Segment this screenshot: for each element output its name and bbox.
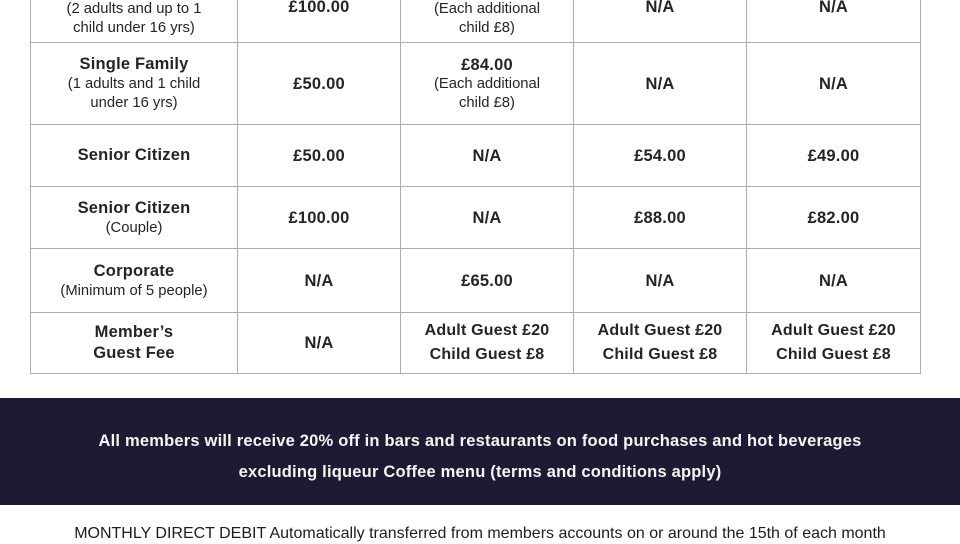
price-value: N/A	[472, 146, 502, 165]
price-value: £100.00	[288, 208, 350, 227]
table-row-senior-citizen-couple	[31, 187, 921, 249]
row-label-title: Member’s	[94, 323, 174, 341]
price-value: £84.00	[461, 55, 513, 74]
price-value: £54.00	[634, 146, 686, 165]
row-label-subline: (Couple)	[105, 219, 163, 236]
row-label-cell	[31, 249, 238, 313]
guest-fee-line: Adult Guest £20	[597, 322, 723, 339]
row-label-title: Corporate	[93, 261, 175, 280]
price-note: child £8)	[459, 20, 515, 36]
price-cell	[238, 125, 401, 187]
guest-fee-line: Adult Guest £20	[771, 322, 896, 339]
price-value: £88.00	[634, 208, 686, 227]
membership-pricing-table	[30, 0, 921, 374]
price-value: N/A	[645, 74, 675, 93]
table-row-corporate	[31, 249, 921, 313]
price-value: £49.00	[807, 146, 860, 165]
row-label-subline: (2 adults and up to 1	[66, 1, 202, 17]
price-cell	[401, 0, 574, 43]
row-label-title: Single Family	[79, 55, 189, 73]
table-row-senior-citizen	[31, 125, 921, 187]
price-value: £65.00	[461, 271, 513, 290]
row-label-subline: (Minimum of 5 people)	[60, 282, 208, 299]
price-cell	[747, 187, 921, 249]
table-row-single-family	[31, 43, 921, 125]
price-cell	[238, 187, 401, 249]
price-cell	[574, 249, 747, 313]
price-cell	[401, 125, 574, 187]
row-label-cell	[31, 0, 238, 43]
price-note: (Each additional	[433, 75, 541, 92]
members-discount-banner	[0, 398, 960, 505]
price-cell	[401, 249, 574, 313]
table-row-members-guest-fee	[31, 313, 921, 374]
row-label-cell	[31, 43, 238, 125]
banner-text-line: excluding liqueur Coffee menu (terms and conditions apply)	[238, 463, 722, 481]
price-cell	[574, 0, 747, 43]
row-label-cell	[31, 313, 238, 374]
price-value: N/A	[304, 271, 334, 290]
guest-fee-line: Child Guest £8	[602, 346, 718, 363]
row-label-subline: child under 16 yrs)	[73, 20, 195, 36]
price-cell	[747, 43, 921, 125]
price-value: N/A	[818, 74, 849, 93]
price-value: £82.00	[807, 208, 860, 227]
price-cell	[747, 249, 921, 313]
row-label-subline: under 16 yrs)	[90, 95, 178, 111]
row-label-subline: (1 adults and 1 child	[67, 76, 201, 92]
row-label-title: Senior Citizen	[77, 146, 191, 164]
price-value: £50.00	[293, 74, 345, 93]
banner-text-line: All members will receive 20% off in bars and restaurants on food purchases and hot beverages	[98, 432, 862, 450]
price-cell	[747, 0, 921, 43]
price-cell	[238, 43, 401, 125]
price-cell	[574, 313, 747, 374]
price-value: N/A	[472, 208, 502, 227]
price-note: (Each additional	[433, 1, 541, 17]
row-label-cell	[31, 125, 238, 187]
price-value: N/A	[645, 0, 675, 16]
row-label-title: Senior Citizen	[77, 198, 191, 217]
direct-debit-note: MONTHLY DIRECT DEBIT Automatically transferred from members accounts on or around the 15th of each month	[74, 525, 886, 542]
price-value: £50.00	[293, 146, 345, 165]
price-cell	[574, 125, 747, 187]
row-label-title: Guest Fee	[93, 344, 175, 362]
price-value: N/A	[818, 271, 849, 290]
price-value: N/A	[645, 271, 675, 290]
price-cell	[238, 249, 401, 313]
price-cell	[574, 187, 747, 249]
price-cell	[238, 0, 401, 43]
price-cell	[238, 313, 401, 374]
price-value: N/A	[304, 334, 334, 352]
price-cell	[401, 313, 574, 374]
price-note: child £8)	[459, 94, 515, 111]
price-value: £100.00	[288, 0, 350, 16]
price-cell	[747, 313, 921, 374]
guest-fee-line: Adult Guest £20	[424, 322, 550, 339]
price-value: N/A	[818, 0, 849, 16]
row-label-cell	[31, 187, 238, 249]
price-cell	[574, 43, 747, 125]
price-cell	[401, 43, 574, 125]
price-cell	[747, 125, 921, 187]
guest-fee-line: Child Guest £8	[429, 346, 545, 363]
price-cell	[401, 187, 574, 249]
guest-fee-line: Child Guest £8	[776, 346, 891, 363]
table-row-family-partial	[31, 0, 921, 43]
